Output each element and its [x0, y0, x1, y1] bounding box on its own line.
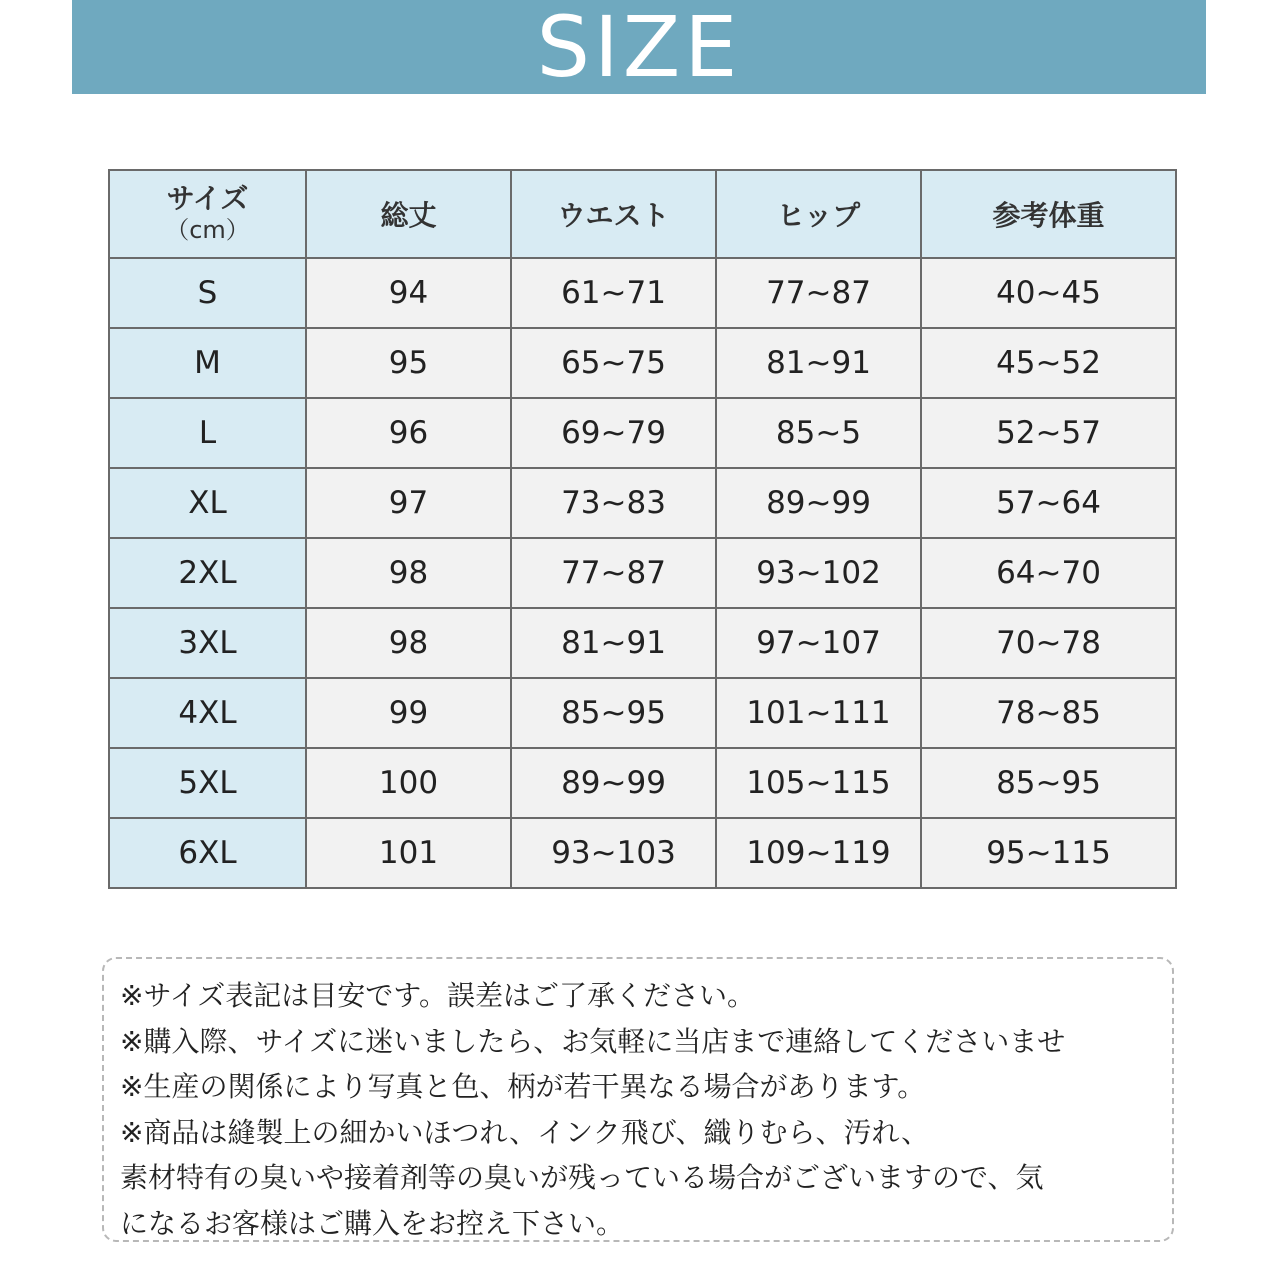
cell-length: 100 — [306, 748, 511, 818]
cell-hip: 81~91 — [716, 328, 921, 398]
cell-weight: 95~115 — [921, 818, 1176, 888]
cell-length: 95 — [306, 328, 511, 398]
cell-waist: 81~91 — [511, 608, 716, 678]
cell-length: 98 — [306, 538, 511, 608]
size-banner — [72, 0, 1206, 94]
cell-length: 96 — [306, 398, 511, 468]
cell-weight: 70~78 — [921, 608, 1176, 678]
cell-waist: 93~103 — [511, 818, 716, 888]
cell-hip: 77~87 — [716, 258, 921, 328]
cell-waist: 77~87 — [511, 538, 716, 608]
header-size-unit: （cm） — [165, 216, 250, 244]
note-line: ※商品は縫製上の細かいほつれ、インク飛び、織りむら、汚れ、 — [120, 1115, 930, 1149]
cell-hip: 105~115 — [716, 748, 921, 818]
note-line: ※生産の関係により写真と色、柄が若干異なる場合があります。 — [120, 1070, 926, 1103]
cell-waist: 89~99 — [511, 748, 716, 818]
header-hip: ヒップ — [716, 170, 921, 258]
cell-hip: 89~99 — [716, 468, 921, 538]
cell-weight: 78~85 — [921, 678, 1176, 748]
table-row — [109, 398, 1176, 468]
cell-hip: 101~111 — [716, 678, 921, 748]
cell-weight: 64~70 — [921, 538, 1176, 608]
cell-weight: 40~45 — [921, 258, 1176, 328]
cell-size: 3XL — [109, 608, 306, 678]
header-size-label: サイズ — [166, 182, 249, 215]
cell-size: 5XL — [109, 748, 306, 818]
table-row — [109, 748, 1176, 818]
table-row — [109, 468, 1176, 538]
cell-size: 6XL — [109, 818, 306, 888]
cell-waist: 73~83 — [511, 468, 716, 538]
table-row — [109, 678, 1176, 748]
size-chart-table — [108, 169, 1177, 889]
cell-hip: 93~102 — [716, 538, 921, 608]
table-header-row — [109, 170, 1176, 258]
cell-length: 94 — [306, 258, 511, 328]
cell-waist: 61~71 — [511, 258, 716, 328]
cell-hip: 97~107 — [716, 608, 921, 678]
table-row — [109, 608, 1176, 678]
note-line: になるお客様はご購入をお控え下さい。 — [120, 1206, 625, 1240]
cell-length: 99 — [306, 678, 511, 748]
table-row — [109, 538, 1176, 608]
cell-length: 98 — [306, 608, 511, 678]
note-line: 素材特有の臭いや接着剤等の臭いが残っている場合がございますので、気 — [120, 1161, 1044, 1194]
cell-weight: 57~64 — [921, 468, 1176, 538]
cell-waist: 85~95 — [511, 678, 716, 748]
cell-length: 101 — [306, 818, 511, 888]
cell-size: 4XL — [109, 678, 306, 748]
cell-hip: 109~119 — [716, 818, 921, 888]
table-row — [109, 818, 1176, 888]
header-length: 総丈 — [306, 170, 511, 258]
banner-title: SIZE — [536, 0, 742, 96]
cell-length: 97 — [306, 468, 511, 538]
note-line: ※購入際、サイズに迷いましたら、お気軽に当店まで連絡してくださいませ — [120, 1024, 1066, 1058]
table-row — [109, 258, 1176, 328]
cell-size: XL — [109, 468, 306, 538]
cell-size: M — [109, 328, 306, 398]
cell-size: S — [109, 258, 306, 328]
cell-waist: 65~75 — [511, 328, 716, 398]
cell-waist: 69~79 — [511, 398, 716, 468]
cell-size: 2XL — [109, 538, 306, 608]
header-weight: 参考体重 — [921, 170, 1176, 258]
cell-weight: 52~57 — [921, 398, 1176, 468]
note-line: ※サイズ表記は目安です。誤差はご了承ください。 — [120, 979, 755, 1012]
notes-box — [102, 957, 1174, 1242]
cell-weight: 45~52 — [921, 328, 1176, 398]
cell-weight: 85~95 — [921, 748, 1176, 818]
header-size — [109, 170, 306, 258]
header-waist: ウエスト — [511, 170, 716, 258]
cell-hip: 85~5 — [716, 398, 921, 468]
table-row — [109, 328, 1176, 398]
cell-size: L — [109, 398, 306, 468]
